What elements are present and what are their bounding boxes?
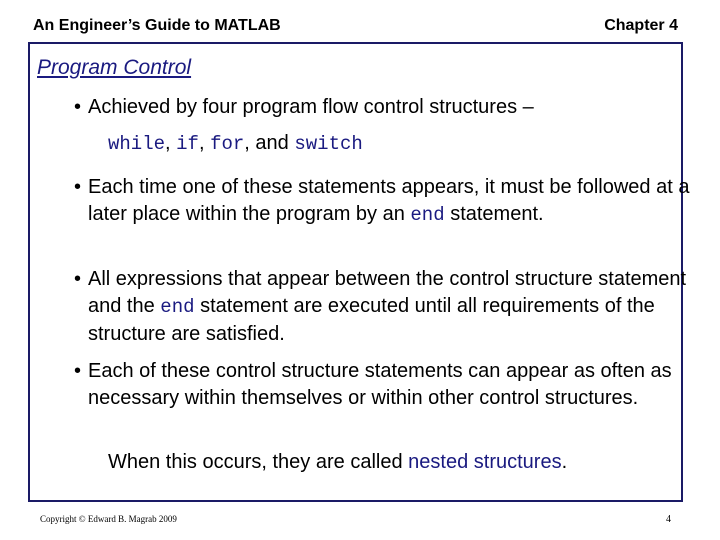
nested-structures-term: nested structures [408,451,562,473]
code-end: end [160,296,195,318]
bullet-2-text [74,174,694,229]
bullet-2-part-b: statement. [450,203,544,225]
bullet-3 [74,266,694,348]
structures-line: while, if, for, and switch [108,132,363,155]
bullet-4 [74,358,694,412]
bullet-dot: • [74,268,82,290]
slide-title: Program Control [37,56,192,79]
bullet-2 [74,174,694,229]
bullet-dot: • [74,176,82,198]
nested-note-end: . [561,451,568,473]
nested-note-lead: When this occurs, they are called [108,451,403,473]
nested-note [108,451,567,474]
code-while: while [108,133,166,155]
code-if: if [176,133,199,155]
bullet-2-part-a: Each time one of these statements appears, it must be followed at a later place within the program by an [88,176,690,225]
page-number: 4 [666,514,671,525]
header-chapter: Chapter 4 [604,17,678,34]
bullet-1-text: Achieved by four program flow control structures – [88,96,534,118]
bullet-3-part-b: statement are executed until all requirements of the structure are satisfied. [88,295,655,345]
header-book-title: An Engineer’s Guide to MATLAB [33,17,281,34]
code-end: end [410,204,445,226]
and-word: and [255,132,289,154]
copyright: Copyright © Edward B. Magrab 2009 [40,514,177,524]
bullet-4-text: Each of these control structure statements can appear as often as necessary within themselves or within other control structures. [88,360,672,409]
bullet-3-part-a: All expressions that appear between the control structure statement and the [88,268,687,317]
code-for: for [210,133,245,155]
bullet-3-text [74,266,694,348]
bullet-dot: • [74,96,82,118]
code-switch: switch [294,133,363,155]
bullet-1 [74,94,694,121]
bullet-dot: • [74,360,82,382]
